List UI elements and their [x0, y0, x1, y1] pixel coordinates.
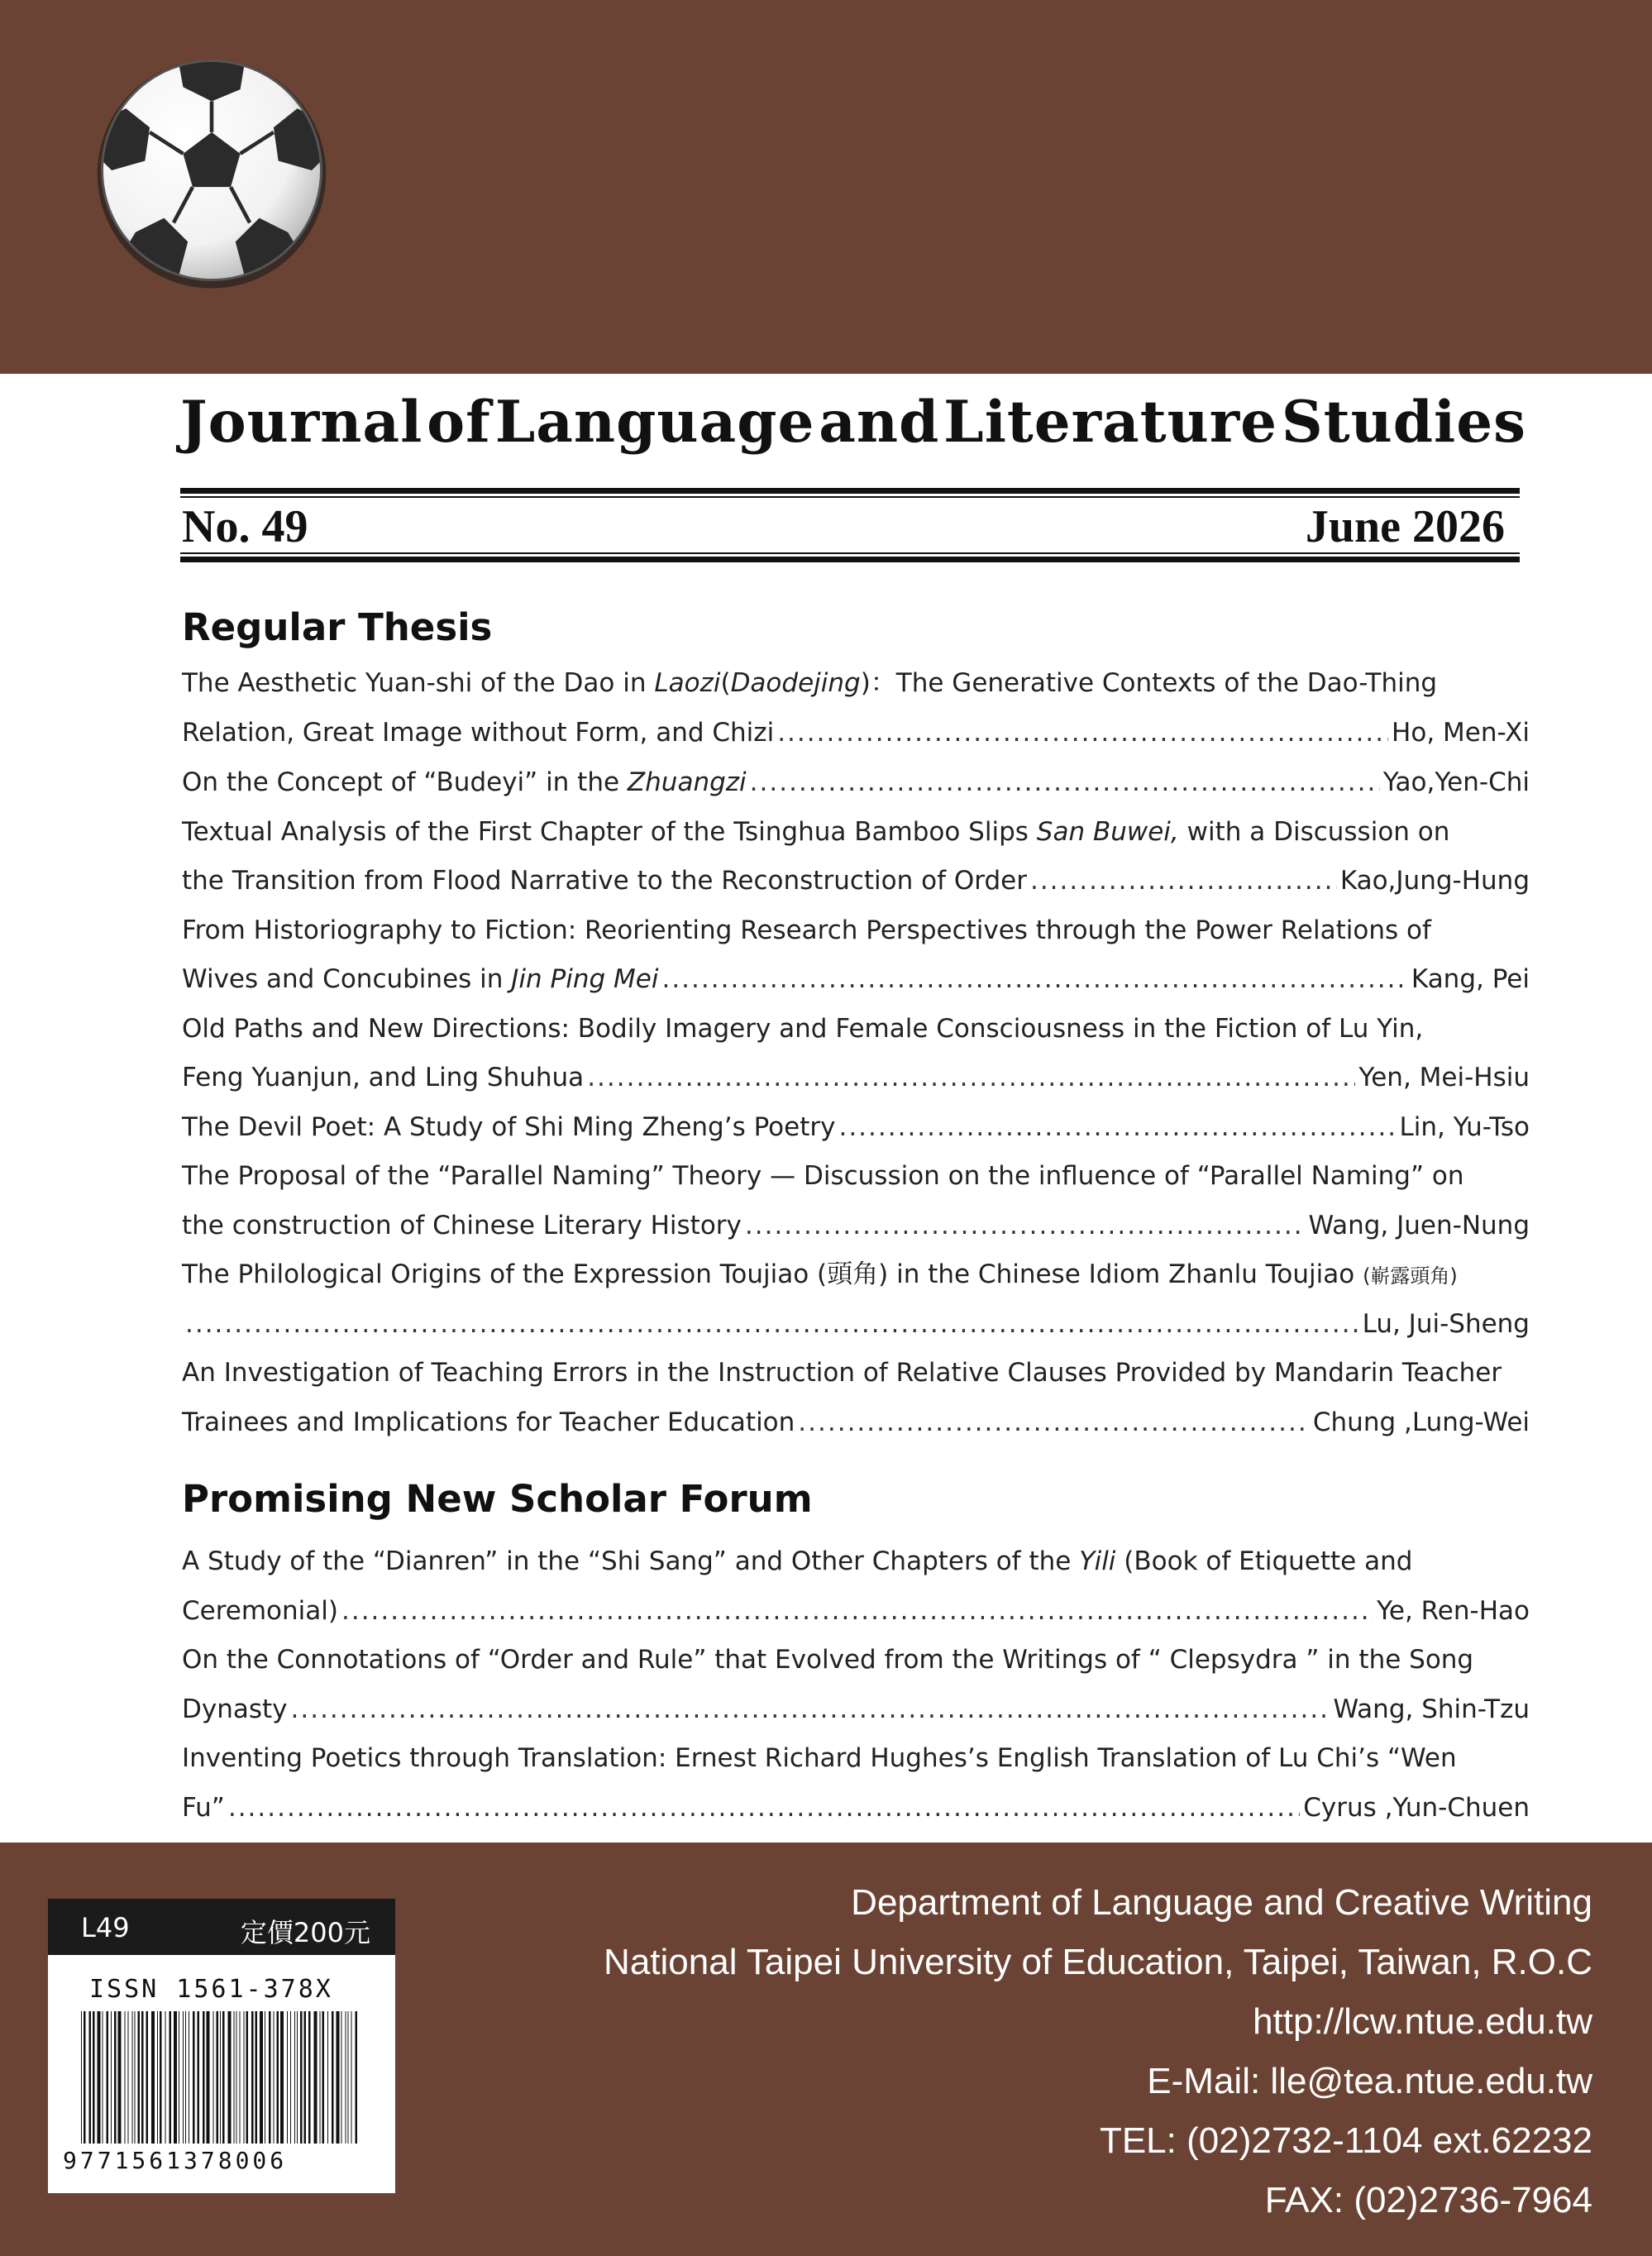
- barcode-bar: [220, 2011, 221, 2144]
- barcode-bar: [193, 2011, 195, 2144]
- journal-title-word: of: [427, 389, 491, 456]
- barcode-bar: [146, 2011, 149, 2144]
- barcode-bar: [297, 2011, 298, 2144]
- barcode-bar: [98, 2011, 101, 2144]
- barcode-card: [48, 1899, 395, 2193]
- toc-text: Old Paths and New Directions: Bodily Imagery and Female Consciousness in the Fiction of Lu Yin,: [182, 1014, 1424, 1044]
- barcode-bar: [217, 2011, 219, 2144]
- barcode-bar: [320, 2011, 321, 2144]
- toc-text: the Transition from Flood Narrative to the Reconstruction of Order: [182, 866, 1027, 896]
- toc-text: A Study of the “Dianren” in the “Shi Sang” and Other Chapters of the Yili (Book of Etiquette and: [182, 1546, 1413, 1576]
- issue-number: No. 49: [182, 501, 308, 552]
- barcode-bar: [151, 2011, 155, 2144]
- toc-text: The Proposal of the “Parallel Naming” Theory — Discussion on the influence of “Parallel Naming” on: [182, 1161, 1464, 1191]
- barcode-bar: [174, 2011, 177, 2144]
- barcode-bar: [300, 2011, 303, 2144]
- toc-author: Yen, Mei-Hsiu: [1358, 1063, 1530, 1092]
- toc-text: Ceremonial): [182, 1596, 338, 1626]
- toc-line: [182, 1058, 1530, 1097]
- toc-author: Chung ,Lung-Wei: [1312, 1408, 1530, 1437]
- toc-line: [182, 1206, 1530, 1245]
- toc-line: [182, 1156, 1530, 1196]
- toc-text: Inventing Poetics through Translation: Ernest Richard Hughes’s English Translation of Lu Chi’s “Wen: [182, 1743, 1457, 1773]
- contact-university: National Taipei University of Education, Taipei, Taiwan, R.O.C: [604, 1942, 1592, 1982]
- barcode-bar: [240, 2011, 241, 2144]
- barcode-bar: [107, 2011, 109, 2144]
- top-brown-band: [0, 0, 1652, 374]
- toc-text: Trainees and Implications for Teacher Education: [182, 1408, 795, 1437]
- barcode-bar: [290, 2011, 291, 2144]
- barcode-bar: [341, 2011, 342, 2144]
- barcode-bar: [84, 2011, 86, 2144]
- toc-line: [182, 1738, 1530, 1778]
- toc-author: Ho, Men-Xi: [1392, 718, 1530, 748]
- toc-line: [182, 1690, 1530, 1729]
- toc-text: On the Concept of “Budeyi” in the Zhuangzi: [182, 767, 747, 797]
- barcode-bar: [244, 2011, 245, 2144]
- leader-dots: [798, 1403, 1310, 1442]
- barcode-bar: [157, 2011, 158, 2144]
- barcode-bar: [207, 2011, 210, 2144]
- contact-fax: FAX: (02)2736-7964: [1264, 2180, 1592, 2220]
- barcode-bar: [111, 2011, 112, 2144]
- contact-website[interactable]: http://lcw.ntue.edu.tw: [1253, 2001, 1592, 2042]
- barcode-bar: [128, 2011, 129, 2144]
- barcode-bar: [141, 2011, 144, 2144]
- toc-line: [182, 1304, 1530, 1344]
- barcode-bar: [356, 2011, 358, 2144]
- toc-line: [182, 1788, 1530, 1828]
- barcode-bar: [348, 2011, 349, 2144]
- barcode-bar: [260, 2011, 263, 2144]
- barcode-bar: [160, 2011, 162, 2144]
- barcode-bar: [228, 2011, 232, 2144]
- toc-text: Wives and Concubines in Jin Ping Mei: [182, 964, 659, 994]
- issue-date: June 2026: [1305, 501, 1505, 552]
- barcode-bar: [165, 2011, 166, 2144]
- barcode-bar: [198, 2011, 200, 2144]
- journal-title-word: Language: [494, 389, 815, 456]
- toc-author: Cyrus ,Yun-Chuen: [1303, 1793, 1530, 1823]
- toc-text: The Aesthetic Yuan-shi of the Dao in Laozi(Daodejing)：The Generative Contexts of the Dao-Thing: [182, 668, 1438, 698]
- barcode-bar: [125, 2011, 126, 2144]
- toc-line: [182, 861, 1530, 901]
- barcode-bar: [222, 2011, 225, 2144]
- journal-title-word: Studies: [1281, 389, 1526, 456]
- toc-line: [182, 1255, 1530, 1296]
- barcode-bar: [81, 2011, 82, 2144]
- issn-number: ISSN 1561-378X: [89, 1975, 333, 2004]
- barcode-digits: 9771561378006: [63, 2147, 288, 2174]
- barcode-bar: [234, 2011, 235, 2144]
- barcode-bar: [314, 2011, 318, 2144]
- leader-dots: [228, 1788, 1300, 1828]
- leader-dots: [745, 1206, 1306, 1245]
- barcode-bar: [269, 2011, 271, 2144]
- barcode-bar: [132, 2011, 133, 2144]
- issue-code: L49: [81, 1912, 130, 1943]
- toc-text: The Devil Poet: A Study of Shi Ming Zheng’s Poetry: [182, 1112, 836, 1142]
- toc-line: [182, 713, 1530, 753]
- toc-author: Kao,Jung-Hung: [1339, 866, 1530, 896]
- leader-dots: [587, 1058, 1355, 1097]
- barcode-bar: [138, 2011, 141, 2144]
- toc-line: [182, 1541, 1530, 1581]
- toc-line: [182, 663, 1530, 703]
- barcode-bar: [114, 2011, 117, 2144]
- toc-text: From Historiography to Fiction: Reorienting Research Perspectives through the Power Relations of: [182, 915, 1431, 945]
- issue-rule-thin: [180, 552, 1520, 554]
- barcode-bar: [255, 2011, 258, 2144]
- barcode-bar: [135, 2011, 136, 2144]
- toc-author: Wang, Juen-Nung: [1308, 1211, 1530, 1240]
- barcode-bar: [203, 2011, 205, 2144]
- toc-line: [182, 1353, 1530, 1393]
- barcode-bar: [294, 2011, 295, 2144]
- leader-dots: [185, 1304, 1359, 1344]
- barcode-bar: [213, 2011, 214, 2144]
- leader-dots: [1030, 861, 1337, 901]
- toc-line: [182, 1403, 1530, 1442]
- contact-email[interactable]: E-Mail: lle@tea.ntue.edu.tw: [1147, 2061, 1592, 2101]
- toc-line: [182, 959, 1530, 999]
- title-rule-thin: [180, 496, 1520, 498]
- barcode-header: [48, 1899, 395, 1955]
- journal-title-word: Literature: [943, 389, 1278, 456]
- leader-dots: [341, 1591, 1373, 1631]
- contact-tel: TEL: (02)2732-1104 ext.62232: [1099, 2120, 1592, 2161]
- toc-text: Textual Analysis of the First Chapter of the Tsinghua Bamboo Slips San Buwei, with a Discussion on: [182, 817, 1450, 847]
- barcode-bars: [81, 2011, 362, 2144]
- leader-dots: [777, 713, 1388, 753]
- toc-author: Lin, Yu-Tso: [1399, 1112, 1530, 1142]
- toc-text: Feng Yuanjun, and Ling Shuhua: [182, 1063, 585, 1092]
- leader-dots: [291, 1690, 1330, 1729]
- barcode-bar: [251, 2011, 254, 2144]
- barcode-bar: [169, 2011, 172, 2144]
- barcode-bar: [332, 2011, 334, 2144]
- toc-text: Fu”: [182, 1793, 225, 1823]
- toc-text: the construction of Chinese Literary History: [182, 1211, 742, 1240]
- section-heading-new-scholar-forum: Promising New Scholar Forum: [182, 1477, 813, 1521]
- contact-department: Department of Language and Creative Writing: [851, 1882, 1592, 1923]
- issue-rule-thick: [180, 557, 1520, 562]
- toc-line: [182, 1107, 1530, 1147]
- toc-text: Relation, Great Image without Form, and Chizi: [182, 718, 775, 748]
- barcode-bar: [337, 2011, 340, 2144]
- title-rule-thick: [180, 488, 1520, 494]
- toc-line: [182, 1640, 1530, 1680]
- barcode-bar: [277, 2011, 279, 2144]
- toc-author: Ye, Ren-Hao: [1377, 1596, 1530, 1626]
- toc-text: On the Connotations of “Order and Rule” that Evolved from the Writings of “ Clepsydra ” in the Song: [182, 1645, 1474, 1675]
- issue-row: [182, 500, 1505, 553]
- toc-author: Wang, Shin-Tzu: [1333, 1694, 1530, 1724]
- price-label: 定價200元: [240, 1917, 370, 1948]
- leader-dots: [750, 762, 1380, 802]
- barcode-bar: [280, 2011, 284, 2144]
- barcode-bar: [89, 2011, 92, 2144]
- journal-title-word: Journal: [180, 389, 423, 456]
- barcode-bar: [185, 2011, 186, 2144]
- journal-title-word: and: [819, 389, 940, 456]
- barcode-bar: [322, 2011, 325, 2144]
- soccer-ball-icon: [93, 51, 331, 289]
- toc-line: [182, 812, 1530, 852]
- toc-line: [182, 911, 1530, 950]
- toc-author: Yao,Yen-Chi: [1382, 767, 1530, 797]
- barcode-bar: [246, 2011, 249, 2144]
- leader-dots: [838, 1107, 1396, 1147]
- toc-author: Lu, Jui-Sheng: [1362, 1309, 1530, 1339]
- barcode-bar: [304, 2011, 307, 2144]
- barcode-bar: [351, 2011, 352, 2144]
- journal-title: [180, 389, 1526, 456]
- barcode-bar: [118, 2011, 122, 2144]
- toc-author: Kang, Pei: [1411, 964, 1530, 994]
- toc-line: [182, 1009, 1530, 1049]
- toc-line: [182, 762, 1530, 802]
- barcode-bar: [308, 2011, 311, 2144]
- section-heading-regular-thesis: Regular Thesis: [182, 605, 493, 649]
- toc-text: An Investigation of Teaching Errors in the Instruction of Relative Clauses Provided by Mandarin Teacher: [182, 1358, 1502, 1388]
- barcode-bar: [287, 2011, 288, 2144]
- toc-text: The Philological Origins of the Expression Toujiao (頭角) in the Chinese Idiom Zhanlu Toujiao (嶄露頭角): [182, 1259, 1458, 1289]
- leader-dots: [661, 959, 1407, 999]
- toc-line: [182, 1591, 1530, 1631]
- barcode-bar: [274, 2011, 275, 2144]
- barcode-bar: [183, 2011, 184, 2144]
- toc-text: Dynasty: [182, 1694, 288, 1724]
- barcode-bar: [236, 2011, 237, 2144]
- barcode-bar: [93, 2011, 95, 2144]
- barcode-bar: [327, 2011, 328, 2144]
